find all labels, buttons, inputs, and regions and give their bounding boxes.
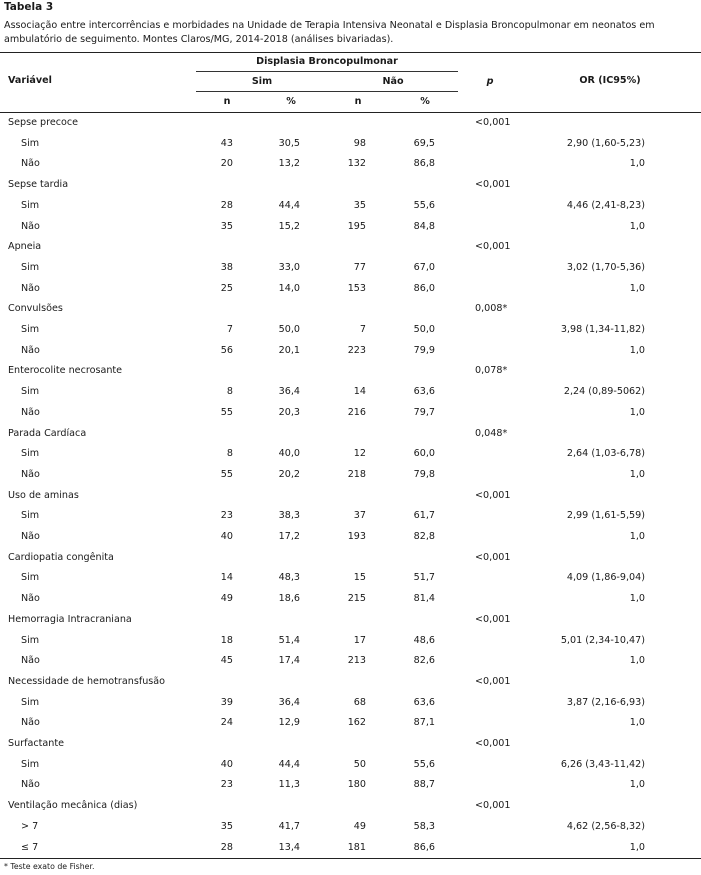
cell-pct-nao: 48,6 — [413, 634, 435, 646]
category-label: Sim — [21, 572, 40, 584]
cell-pct-nao: 58,3 — [413, 820, 435, 832]
cell-pct-nao: 81,4 — [413, 593, 435, 605]
cell-or: 3,98 (1,34-11,82) — [560, 324, 645, 335]
cell-n-nao: 223 — [347, 344, 366, 356]
category-label: Não — [21, 531, 40, 542]
cell-or: 4,09 (1,86-9,04) — [566, 572, 645, 584]
table-caption: Associação entre intercorrências e morbidades na Unidade de Terapia Intensiva Neonatal e Displasia Broncopulmonar em neonatos em ambulatório de seguimento. Montes Claros/MG, 2014-2018 (análises bivariadas). — [4, 20, 655, 45]
category-label: Sim — [21, 510, 40, 522]
header-variable: Variável — [8, 75, 52, 86]
category-label: Não — [21, 655, 40, 667]
p-value: <0,001 — [475, 675, 511, 687]
header-n-nao: n — [354, 96, 362, 107]
cell-pct-nao: 86,0 — [413, 282, 435, 294]
cell-n-sim: 35 — [220, 220, 233, 232]
cell-n-sim: 35 — [220, 820, 233, 832]
cell-pct-nao: 79,8 — [413, 468, 435, 480]
footnote: * Teste exato de Fisher. — [4, 862, 95, 871]
cell-or: 1,0 — [629, 220, 645, 232]
cell-n-nao: 195 — [347, 220, 366, 232]
category-label: Não — [21, 158, 40, 170]
cell-n-sim: 49 — [220, 593, 233, 605]
cell-pct-nao: 79,7 — [413, 406, 435, 418]
cell-pct-nao: 50,0 — [413, 324, 435, 335]
header-p: p — [486, 76, 494, 87]
cell-n-nao: 12 — [353, 448, 366, 460]
cell-pct-nao: 84,8 — [413, 220, 435, 232]
variable-label: Apneia — [8, 241, 42, 253]
cell-pct-sim: 12,9 — [278, 717, 300, 729]
cell-or: 2,24 (0,89-5062) — [563, 386, 645, 398]
cell-or: 4,62 (2,56-8,32) — [566, 820, 645, 832]
category-label: Não — [21, 593, 40, 605]
p-value: <0,001 — [475, 179, 511, 191]
variable-label: Sepse tardia — [8, 179, 69, 191]
cell-pct-nao: 63,6 — [413, 386, 435, 398]
bottom-rule — [0, 858, 701, 859]
cell-or: 2,90 (1,60-5,23) — [566, 137, 645, 149]
cell-pct-sim: 36,4 — [278, 386, 300, 398]
cell-or: 3,87 (2,16-6,93) — [566, 696, 645, 708]
p-value: <0,001 — [475, 613, 511, 625]
cell-or: 1,0 — [629, 406, 645, 418]
cell-pct-sim: 50,0 — [278, 324, 300, 335]
cell-pct-nao: 88,7 — [413, 779, 435, 791]
cell-pct-sim: 48,3 — [278, 572, 300, 584]
cell-or: 1,0 — [629, 593, 645, 605]
cell-n-nao: 215 — [347, 593, 366, 605]
variable-label: Necessidade de hemotransfusão — [8, 675, 166, 687]
cell-pct-sim: 13,4 — [278, 841, 300, 853]
cell-n-sim: 14 — [220, 572, 233, 584]
cell-pct-sim: 17,2 — [278, 531, 300, 542]
cell-pct-sim: 33,0 — [278, 261, 300, 273]
cell-pct-nao: 69,5 — [413, 137, 435, 149]
header-group: Displasia Broncopulmonar — [256, 56, 398, 67]
cell-n-sim: 55 — [220, 406, 233, 418]
variable-label: Cardiopatia congênita — [8, 551, 114, 563]
cell-pct-sim: 40,0 — [278, 448, 300, 460]
cell-n-nao: 193 — [347, 531, 366, 542]
cell-pct-nao: 79,9 — [413, 344, 435, 356]
p-value: <0,001 — [475, 738, 511, 749]
cell-n-nao: 17 — [353, 634, 366, 646]
cell-n-nao: 77 — [353, 261, 366, 273]
category-label: Sim — [21, 448, 40, 460]
cell-n-nao: 98 — [353, 137, 366, 149]
cell-pct-nao: 63,6 — [413, 696, 435, 708]
cell-pct-nao: 82,8 — [413, 531, 435, 542]
variable-label: Hemorragia Intracraniana — [8, 613, 132, 625]
variable-label: Ventilação mecânica (dias) — [8, 800, 138, 812]
cell-or: 1,0 — [629, 717, 645, 729]
category-label: Não — [21, 220, 40, 232]
p-value: <0,001 — [475, 117, 511, 128]
cell-or: 1,0 — [629, 531, 645, 542]
p-value: <0,001 — [475, 800, 511, 812]
cell-pct-sim: 30,5 — [278, 137, 300, 149]
category-label: Sim — [21, 634, 40, 646]
cell-or: 5,01 (2,34-10,47) — [560, 634, 645, 646]
header-pct-nao: % — [420, 96, 430, 107]
cell-n-sim: 25 — [220, 282, 233, 294]
top-rule — [0, 52, 701, 53]
category-label: Sim — [21, 758, 40, 770]
subgroup-underline — [196, 91, 458, 92]
header-or: OR (IC95%) — [579, 75, 641, 86]
cell-pct-sim: 15,2 — [278, 220, 300, 232]
cell-pct-nao: 67,0 — [413, 261, 435, 273]
cell-n-sim: 8 — [226, 386, 233, 398]
header-sim: Sim — [251, 76, 273, 87]
cell-n-nao: 50 — [353, 758, 366, 770]
header-nao: Não — [382, 76, 404, 87]
category-label: Sim — [21, 137, 40, 149]
cell-pct-nao: 55,6 — [413, 758, 435, 770]
cell-pct-nao: 86,6 — [413, 841, 435, 853]
cell-n-sim: 8 — [226, 448, 233, 460]
cell-pct-nao: 55,6 — [413, 199, 435, 211]
category-label: Não — [21, 344, 40, 356]
cell-pct-nao: 82,6 — [413, 655, 435, 667]
category-label: Não — [21, 468, 40, 480]
p-value: 0,008* — [475, 303, 508, 315]
cell-n-sim: 28 — [220, 841, 233, 853]
cell-or: 1,0 — [629, 158, 645, 170]
cell-or: 1,0 — [629, 468, 645, 480]
cell-n-sim: 38 — [220, 261, 233, 273]
category-label: Sim — [21, 261, 40, 273]
category-label: Sim — [21, 386, 40, 398]
category-label: Sim — [21, 199, 40, 211]
cell-n-nao: 7 — [359, 324, 366, 335]
category-label: ≤ 7 — [21, 841, 39, 853]
p-value: <0,001 — [475, 489, 511, 501]
cell-pct-nao: 86,8 — [413, 158, 435, 170]
cell-n-sim: 40 — [220, 531, 233, 542]
cell-pct-sim: 20,1 — [278, 344, 300, 356]
group-underline — [196, 71, 458, 72]
header-n-sim: n — [223, 96, 231, 107]
cell-n-nao: 181 — [347, 841, 366, 853]
cell-n-sim: 43 — [220, 137, 233, 149]
cell-pct-nao: 87,1 — [413, 717, 435, 729]
cell-n-sim: 24 — [220, 717, 233, 729]
variable-label: Convulsões — [8, 303, 63, 315]
cell-n-nao: 153 — [347, 282, 366, 294]
cell-n-sim: 39 — [220, 696, 233, 708]
cell-n-sim: 18 — [220, 634, 233, 646]
p-value: 0,048* — [475, 427, 508, 439]
cell-n-nao: 218 — [347, 468, 366, 480]
cell-pct-sim: 20,3 — [278, 406, 300, 418]
cell-pct-sim: 41,7 — [278, 820, 300, 832]
cell-n-nao: 132 — [347, 158, 366, 170]
header-rule — [0, 112, 701, 113]
cell-n-nao: 49 — [353, 820, 366, 832]
p-value: <0,001 — [475, 241, 511, 253]
variable-label: Uso de aminas — [8, 489, 79, 501]
cell-pct-sim: 17,4 — [278, 655, 300, 667]
cell-n-nao: 15 — [353, 572, 366, 584]
category-label: Sim — [21, 324, 40, 335]
cell-or: 1,0 — [629, 282, 645, 294]
cell-pct-sim: 38,3 — [278, 510, 300, 522]
cell-or: 1,0 — [629, 655, 645, 667]
p-value: 0,078* — [475, 365, 508, 377]
cell-n-nao: 14 — [353, 386, 366, 398]
category-label: Não — [21, 779, 40, 791]
cell-pct-sim: 36,4 — [278, 696, 300, 708]
category-label: Sim — [21, 696, 40, 708]
variable-label: Surfactante — [8, 738, 65, 749]
cell-or: 4,46 (2,41-8,23) — [566, 199, 645, 211]
cell-or: 1,0 — [629, 779, 645, 791]
category-label: Não — [21, 717, 40, 729]
p-value: <0,001 — [475, 551, 511, 563]
cell-n-sim: 40 — [220, 758, 233, 770]
cell-pct-sim: 20,2 — [278, 468, 300, 480]
cell-pct-sim: 13,2 — [278, 158, 300, 170]
cell-pct-sim: 11,3 — [278, 779, 300, 791]
cell-or: 3,02 (1,70-5,36) — [566, 261, 645, 273]
cell-or: 2,64 (1,03-6,78) — [566, 448, 645, 460]
cell-pct-nao: 61,7 — [413, 510, 435, 522]
cell-n-nao: 35 — [353, 199, 366, 211]
cell-n-nao: 37 — [353, 510, 366, 522]
cell-n-nao: 68 — [353, 696, 366, 708]
cell-pct-sim: 14,0 — [278, 282, 300, 294]
header-pct-sim: % — [286, 96, 296, 107]
cell-n-sim: 23 — [220, 510, 233, 522]
cell-or: 2,99 (1,61-5,59) — [566, 510, 645, 522]
category-label: Não — [21, 282, 40, 294]
cell-n-sim: 23 — [220, 779, 233, 791]
cell-n-nao: 216 — [347, 406, 366, 418]
variable-label: Parada Cardíaca — [8, 427, 87, 439]
cell-n-sim: 55 — [220, 468, 233, 480]
cell-or: 1,0 — [629, 841, 645, 853]
cell-pct-sim: 51,4 — [278, 634, 300, 646]
cell-pct-sim: 44,4 — [278, 199, 300, 211]
cell-pct-nao: 51,7 — [413, 572, 435, 584]
cell-n-nao: 180 — [347, 779, 366, 791]
cell-n-sim: 20 — [220, 158, 233, 170]
cell-n-nao: 213 — [347, 655, 366, 667]
cell-or: 6,26 (3,43-11,42) — [560, 758, 645, 770]
cell-pct-sim: 44,4 — [278, 758, 300, 770]
cell-n-sim: 28 — [220, 199, 233, 211]
category-label: > 7 — [21, 820, 39, 832]
cell-or: 1,0 — [629, 344, 645, 356]
cell-pct-sim: 18,6 — [278, 593, 300, 605]
variable-label: Sepse precoce — [8, 117, 79, 128]
variable-label: Enterocolite necrosante — [8, 365, 123, 377]
cell-n-sim: 56 — [220, 344, 233, 356]
cell-pct-nao: 60,0 — [413, 448, 435, 460]
cell-n-sim: 7 — [226, 324, 233, 335]
table-title: Tabela 3 — [4, 1, 54, 13]
cell-n-nao: 162 — [347, 717, 366, 729]
cell-n-sim: 45 — [220, 655, 233, 667]
category-label: Não — [21, 406, 40, 418]
